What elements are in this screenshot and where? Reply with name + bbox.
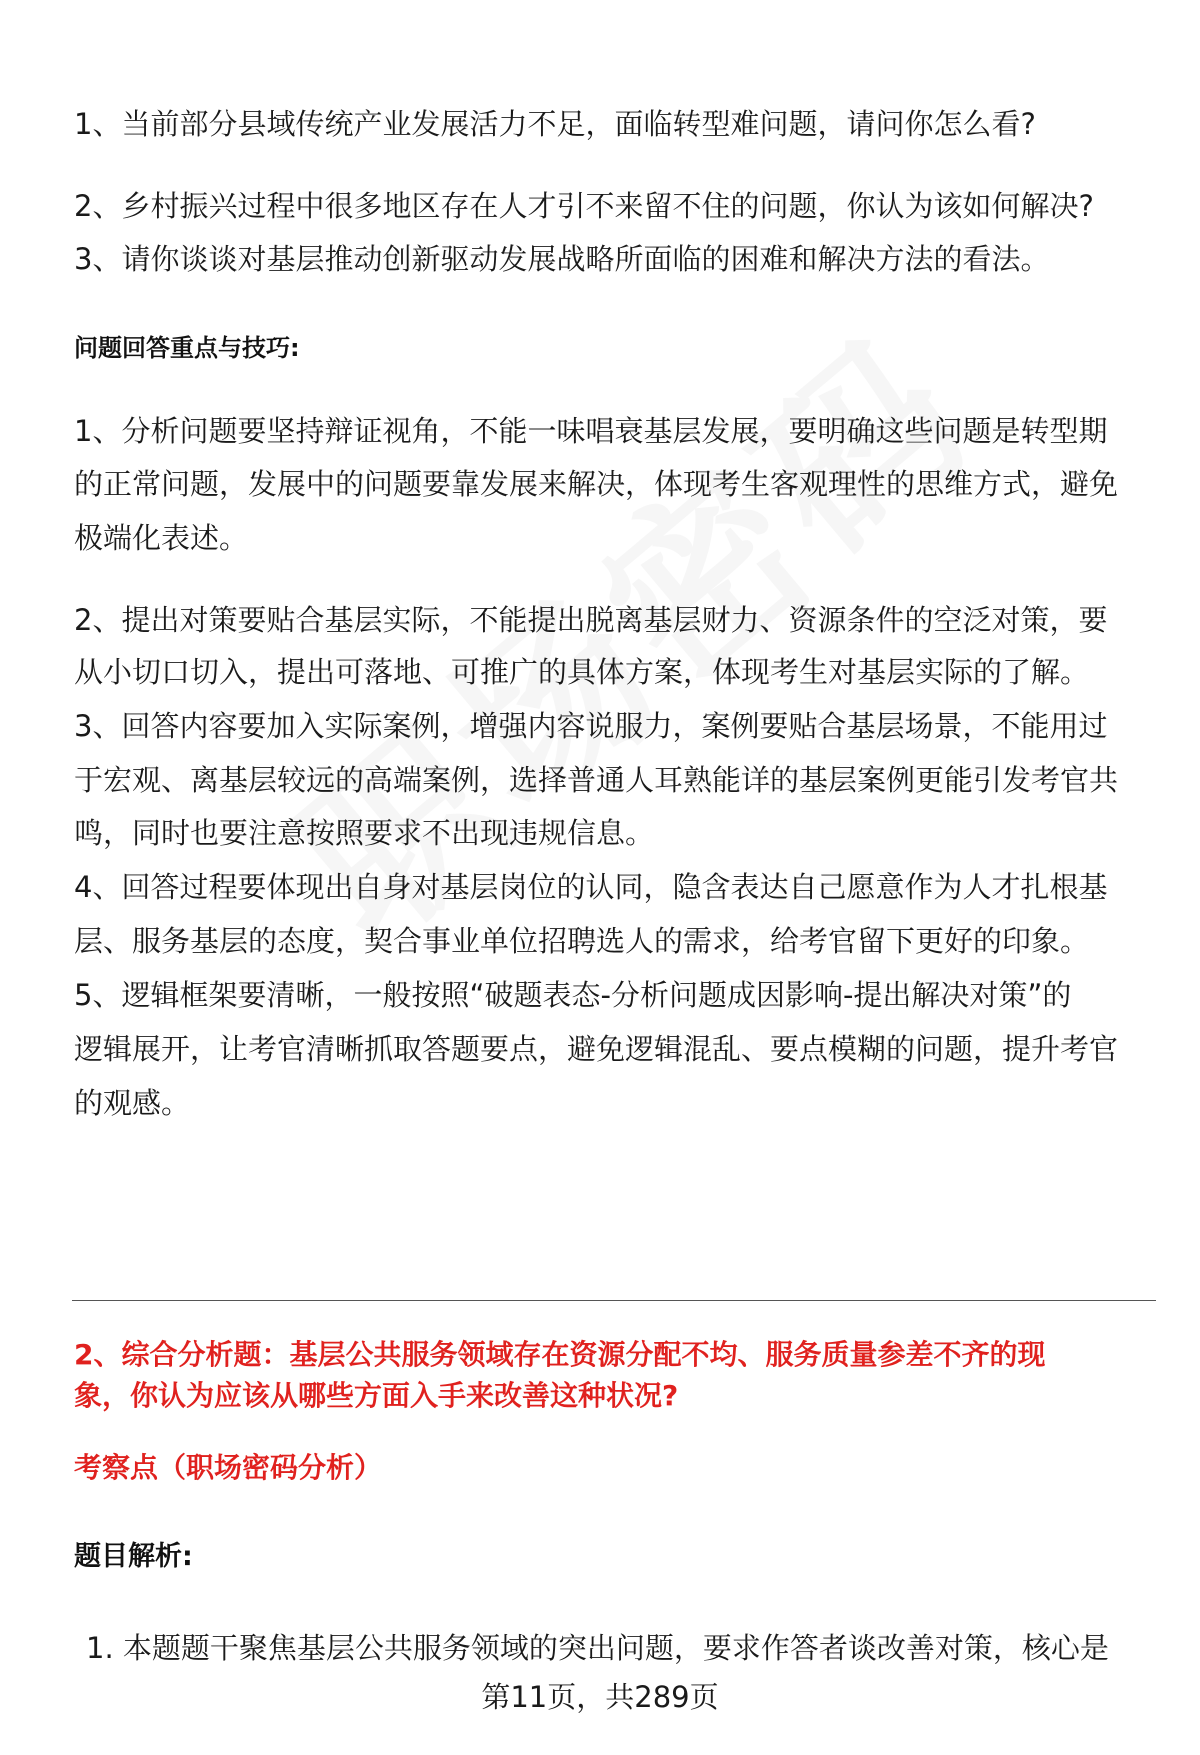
- tip-1-line-2: 的正常问题，发展中的问题要靠发展来解决，体现考生客观理性的思维方式，避免: [74, 467, 1119, 501]
- tip-1-line-1: 1、分析问题要坚持辩证视角，不能一味唱衰基层发展，要明确这些问题是转型期: [74, 414, 1108, 448]
- section-2-title-line-1: 2、综合分析题：基层公共服务领域存在资源分配不均、服务质量参差不齐的现: [74, 1338, 1046, 1371]
- tip-3-line-2: 于宏观、离基层较远的高端案例，选择普通人耳熟能详的基层案例更能引发考官共: [74, 763, 1119, 797]
- tips-heading: 问题回答重点与技巧:: [74, 334, 300, 362]
- analysis-point-1: 1. 本题题干聚焦基层公共服务领域的突出问题，要求作答者谈改善对策，核心是: [86, 1631, 1109, 1665]
- tip-4-line-1: 4、回答过程要体现出自身对基层岗位的认同，隐含表达自己愿意作为人才扎根基: [74, 870, 1108, 904]
- section-divider: [72, 1300, 1156, 1301]
- page-number: 第11页，共289页: [481, 1680, 719, 1714]
- tip-2-line-2: 从小切口切入，提出可落地、可推广的具体方案，体现考生对基层实际的了解。: [74, 655, 1090, 689]
- analysis-heading: 题目解析:: [74, 1541, 193, 1572]
- tip-4-line-2: 层、服务基层的态度，契合事业单位招聘选人的需求，给考官留下更好的印象。: [74, 924, 1090, 958]
- tip-2-line-1: 2、提出对策要贴合基层实际，不能提出脱离基层财力、资源条件的空泛对策，要: [74, 603, 1108, 637]
- section-2-subtitle: 考察点（职场密码分析）: [74, 1451, 383, 1484]
- tip-5-line-3: 的观感。: [74, 1086, 191, 1120]
- question-2: 2、乡村振兴过程中很多地区存在人才引不来留不住的问题，你认为该如何解决?: [74, 189, 1094, 223]
- question-1: 1、当前部分县域传统产业发展活力不足，面临转型难问题，请问你怎么看?: [74, 107, 1036, 141]
- tip-3-line-1: 3、回答内容要加入实际案例，增强内容说服力，案例要贴合基层场景，不能用过: [74, 709, 1108, 743]
- tip-5-line-2: 逻辑展开，让考官清晰抓取答题要点，避免逻辑混乱、要点模糊的问题，提升考官: [74, 1032, 1119, 1066]
- tip-5-line-1: 5、逻辑框架要清晰，一般按照“破题表态-分析问题成因影响-提出解决对策”的: [74, 978, 1072, 1012]
- tip-3-line-3: 鸣，同时也要注意按照要求不出现违规信息。: [74, 816, 655, 850]
- question-3: 3、请你谈谈对基层推动创新驱动发展战略所面临的困难和解决方法的看法。: [74, 242, 1050, 276]
- tip-1-line-3: 极端化表述。: [74, 521, 249, 555]
- section-2-title-line-2: 象，你认为应该从哪些方面入手来改善这种状况?: [74, 1379, 679, 1412]
